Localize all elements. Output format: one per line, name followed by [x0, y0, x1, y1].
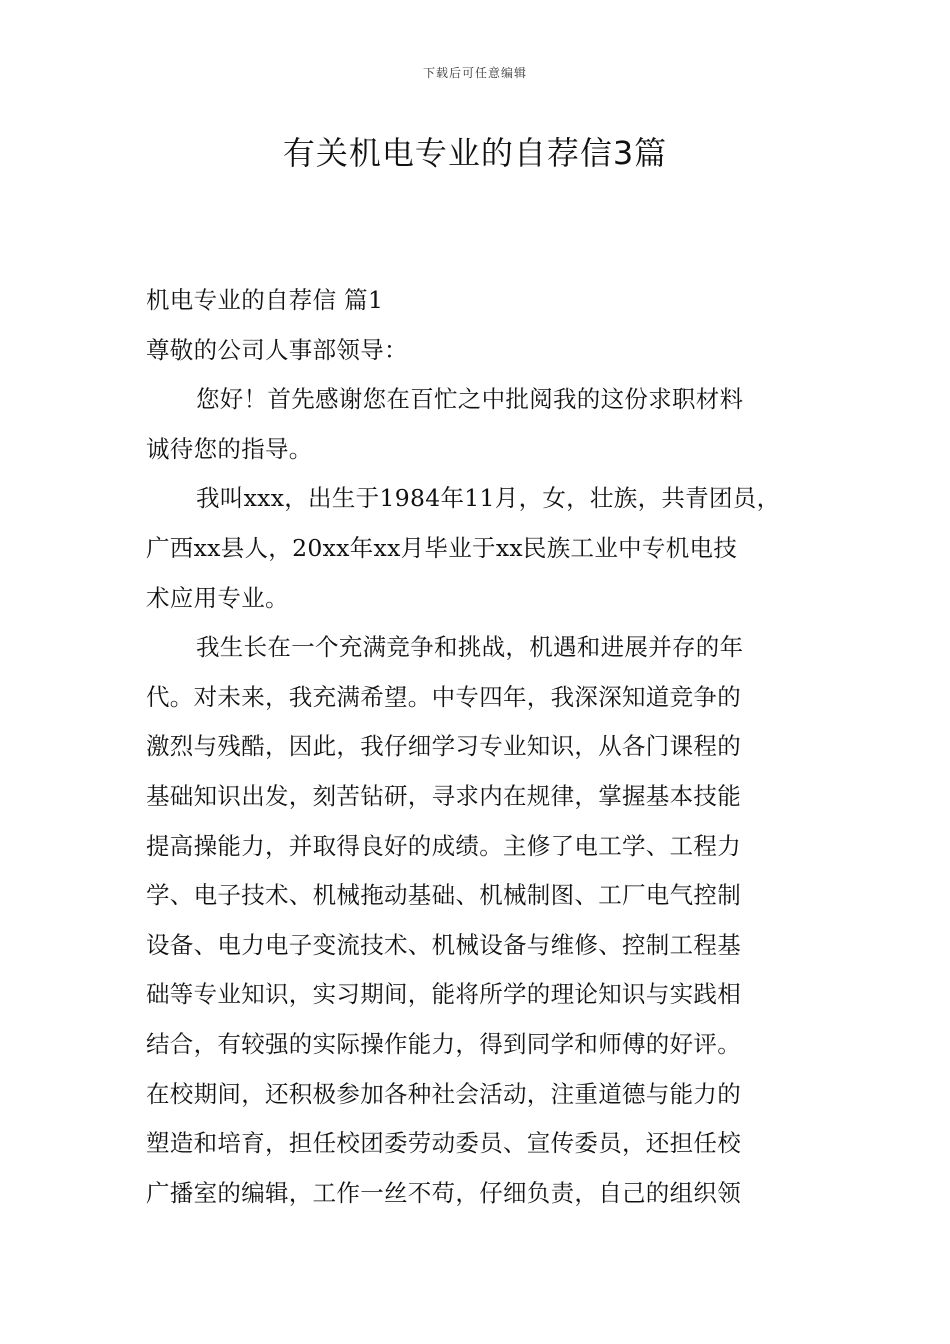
- salutation: 尊敬的公司人事部领导：: [146, 335, 408, 364]
- document-body: [146, 276, 812, 1218]
- paragraph-line: 学、电子技术、机械拖动基础、机械制图、工厂电气控制: [146, 881, 741, 910]
- paragraph-line: 结合，有较强的实际操作能力，得到同学和师傅的好评。: [146, 1029, 741, 1058]
- paragraph-line: 术应用专业。: [146, 583, 289, 612]
- paragraph-line: 我叫xxx，出生于1984年11月，女，壮族，共青团员，: [196, 484, 781, 513]
- paragraph-line: 我生长在一个充满竞争和挑战，机遇和进展并存的年: [196, 633, 744, 662]
- paragraph-line: 提高操能力，并取得良好的成绩。主修了电工学、工程力: [146, 831, 741, 860]
- paragraph-line: 您好！首先感谢您在百忙之中批阅我的这份求职材料: [196, 385, 744, 414]
- paragraph-line: 塑造和培育，担任校团委劳动委员、宣传委员，还担任校: [146, 1129, 741, 1158]
- paragraph-line: 广播室的编辑，工作一丝不苟，仔细负责，自己的组织领: [146, 1178, 741, 1207]
- document-title: 有关机电专业的自荐信3篇: [282, 134, 668, 172]
- paragraph-line: 广西xx县人，20xx年xx月毕业于xx民族工业中专机电技: [146, 533, 738, 562]
- paragraph-line: 设备、电力电子变流技术、机械设备与维修、控制工程基: [146, 930, 741, 959]
- paragraph-line: 在校期间，还积极参加各种社会活动，注重道德与能力的: [146, 1079, 741, 1108]
- paragraph-line: 激烈与残酷，因此，我仔细学习专业知识，从各门课程的: [146, 732, 741, 761]
- paragraph-line: 代。对未来，我充满希望。中专四年，我深深知道竞争的: [146, 682, 741, 711]
- section-heading: 机电专业的自荐信 篇1: [146, 286, 384, 314]
- paragraph-line: 础等专业知识，实习期间，能将所学的理论知识与实践相: [146, 980, 741, 1009]
- header-note: 下载后可任意编辑: [422, 66, 527, 80]
- paragraph-line: 基础知识出发，刻苦钻研，寻求内在规律，掌握基本技能: [146, 781, 741, 810]
- paragraph-line: 诚待您的指导。: [146, 434, 313, 463]
